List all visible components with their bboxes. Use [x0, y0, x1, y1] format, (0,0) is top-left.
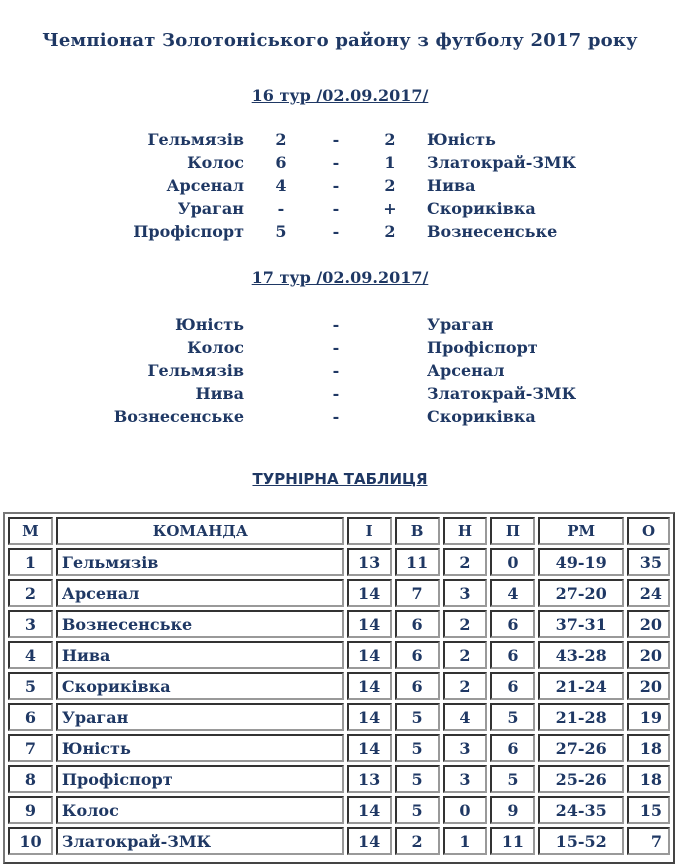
away-score: 2	[384, 176, 396, 195]
cell-losses: 6	[490, 672, 535, 700]
away-team: Нива	[427, 176, 476, 195]
cell-losses: 5	[490, 703, 535, 731]
away-team: Ураган	[427, 315, 494, 334]
home-score: -	[277, 199, 285, 218]
cell-points: 20	[627, 672, 670, 700]
cell-wins: 5	[395, 765, 440, 793]
table-row	[8, 610, 670, 638]
score-separator: -	[332, 384, 340, 403]
cell-team: Ураган	[56, 703, 344, 731]
cell-goals: 43-28	[538, 641, 624, 669]
standings-body	[8, 548, 670, 855]
cell-team: Профіспорт	[56, 765, 344, 793]
standings-table	[5, 514, 673, 858]
match-row	[0, 405, 680, 428]
score-separator: -	[332, 130, 340, 149]
cell-wins: 5	[395, 703, 440, 731]
cell-played: 13	[347, 765, 392, 793]
match-row	[0, 151, 680, 174]
cell-goals: 21-28	[538, 703, 624, 731]
home-score: 6	[275, 153, 287, 172]
score-separator: -	[332, 199, 340, 218]
score-separator: -	[332, 338, 340, 357]
match-row	[0, 197, 680, 220]
cell-wins: 7	[395, 579, 440, 607]
home-team: Колос	[187, 153, 244, 172]
standings-table-frame	[3, 512, 675, 864]
cell-draws: 3	[443, 734, 488, 762]
cell-points: 15	[627, 796, 670, 824]
table-row	[8, 641, 670, 669]
cell-losses: 5	[490, 765, 535, 793]
cell-wins: 5	[395, 734, 440, 762]
match-row	[0, 336, 680, 359]
cell-position: 2	[8, 579, 53, 607]
cell-position: 3	[8, 610, 53, 638]
cell-wins: 11	[395, 548, 440, 576]
cell-played: 14	[347, 672, 392, 700]
cell-draws: 1	[443, 827, 488, 855]
cell-losses: 11	[490, 827, 535, 855]
cell-losses: 4	[490, 579, 535, 607]
cell-losses: 6	[490, 734, 535, 762]
cell-team: Юність	[56, 734, 344, 762]
cell-goals: 21-24	[538, 672, 624, 700]
match-row	[0, 359, 680, 382]
cell-draws: 2	[443, 548, 488, 576]
table-row	[8, 796, 670, 824]
away-team: Вознесенське	[427, 222, 558, 241]
away-team: Юність	[427, 130, 496, 149]
score-separator: -	[332, 361, 340, 380]
cell-draws: 0	[443, 796, 488, 824]
cell-points: 7	[627, 827, 670, 855]
cell-position: 7	[8, 734, 53, 762]
away-score: 2	[384, 222, 396, 241]
away-team: Златокрай-ЗМК	[427, 153, 577, 172]
round-17-title: 17 тур /02.09.2017/	[251, 268, 429, 287]
cell-points: 19	[627, 703, 670, 731]
match-row	[0, 128, 680, 151]
cell-team: Гельмязів	[56, 548, 344, 576]
cell-points: 20	[627, 610, 670, 638]
cell-wins: 2	[395, 827, 440, 855]
cell-goals: 27-26	[538, 734, 624, 762]
cell-position: 5	[8, 672, 53, 700]
round-17-matches	[0, 313, 680, 428]
cell-position: 8	[8, 765, 53, 793]
header-position: М	[8, 517, 53, 545]
home-team: Профіспорт	[133, 222, 244, 241]
cell-draws: 3	[443, 579, 488, 607]
cell-played: 14	[347, 734, 392, 762]
home-score: 5	[275, 222, 287, 241]
header-losses: П	[490, 517, 535, 545]
table-row	[8, 672, 670, 700]
home-team: Нива	[195, 384, 244, 403]
away-team: Скориківка	[427, 407, 536, 426]
score-separator: -	[332, 176, 340, 195]
cell-played: 14	[347, 827, 392, 855]
away-score: +	[383, 199, 397, 218]
away-team: Арсенал	[427, 361, 505, 380]
home-team: Гельмязів	[147, 361, 244, 380]
away-team: Профіспорт	[427, 338, 538, 357]
cell-points: 18	[627, 765, 670, 793]
cell-position: 1	[8, 548, 53, 576]
header-wins: В	[395, 517, 440, 545]
match-row	[0, 382, 680, 405]
cell-draws: 3	[443, 765, 488, 793]
cell-goals: 25-26	[538, 765, 624, 793]
cell-losses: 6	[490, 641, 535, 669]
cell-points: 20	[627, 641, 670, 669]
cell-played: 14	[347, 796, 392, 824]
cell-played: 14	[347, 610, 392, 638]
cell-played: 14	[347, 703, 392, 731]
cell-goals: 49-19	[538, 548, 624, 576]
away-team: Скориківка	[427, 199, 536, 218]
match-row	[0, 220, 680, 243]
header-points: О	[627, 517, 670, 545]
table-row	[8, 734, 670, 762]
cell-team: Вознесенське	[56, 610, 344, 638]
cell-team: Скориківка	[56, 672, 344, 700]
table-row	[8, 827, 670, 855]
cell-points: 35	[627, 548, 670, 576]
score-separator: -	[332, 407, 340, 426]
home-team: Ураган	[177, 199, 244, 218]
cell-losses: 0	[490, 548, 535, 576]
table-row	[8, 765, 670, 793]
home-team: Юність	[175, 315, 244, 334]
cell-team: Колос	[56, 796, 344, 824]
cell-wins: 6	[395, 672, 440, 700]
cell-points: 24	[627, 579, 670, 607]
cell-losses: 6	[490, 610, 535, 638]
cell-wins: 6	[395, 641, 440, 669]
cell-position: 6	[8, 703, 53, 731]
match-row	[0, 313, 680, 336]
standings-title: ТУРНІРНА ТАБЛИЦЯ	[252, 470, 428, 488]
cell-points: 18	[627, 734, 670, 762]
cell-wins: 6	[395, 610, 440, 638]
away-team: Златокрай-ЗМК	[427, 384, 577, 403]
cell-team: Арсенал	[56, 579, 344, 607]
header-goals: РМ	[538, 517, 624, 545]
cell-draws: 4	[443, 703, 488, 731]
cell-draws: 2	[443, 610, 488, 638]
cell-position: 10	[8, 827, 53, 855]
score-separator: -	[332, 222, 340, 241]
home-score: 4	[275, 176, 287, 195]
home-team: Арсенал	[166, 176, 244, 195]
home-team: Гельмязів	[147, 130, 244, 149]
cell-goals: 27-20	[538, 579, 624, 607]
home-team: Вознесенське	[113, 407, 244, 426]
score-separator: -	[332, 315, 340, 334]
cell-played: 13	[347, 548, 392, 576]
cell-wins: 5	[395, 796, 440, 824]
table-row	[8, 703, 670, 731]
away-score: 2	[384, 130, 396, 149]
cell-losses: 9	[490, 796, 535, 824]
cell-played: 14	[347, 641, 392, 669]
match-row	[0, 174, 680, 197]
header-team: КОМАНДА	[56, 517, 344, 545]
round-16-title: 16 тур /02.09.2017/	[251, 86, 429, 105]
cell-draws: 2	[443, 672, 488, 700]
cell-team: Нива	[56, 641, 344, 669]
standings-header-row	[8, 517, 670, 545]
cell-draws: 2	[443, 641, 488, 669]
cell-goals: 37-31	[538, 610, 624, 638]
round-16-matches	[0, 128, 680, 243]
table-row	[8, 579, 670, 607]
cell-goals: 24-35	[538, 796, 624, 824]
page-title: Чемпіонат Золотоніського району з футболу 2017 року	[42, 30, 638, 51]
score-separator: -	[332, 153, 340, 172]
header-played: І	[347, 517, 392, 545]
cell-goals: 15-52	[538, 827, 624, 855]
cell-team: Златокрай-ЗМК	[56, 827, 344, 855]
cell-position: 9	[8, 796, 53, 824]
header-draws: Н	[443, 517, 488, 545]
home-score: 2	[275, 130, 287, 149]
away-score: 1	[384, 153, 396, 172]
cell-position: 4	[8, 641, 53, 669]
cell-played: 14	[347, 579, 392, 607]
home-team: Колос	[187, 338, 244, 357]
table-row	[8, 548, 670, 576]
